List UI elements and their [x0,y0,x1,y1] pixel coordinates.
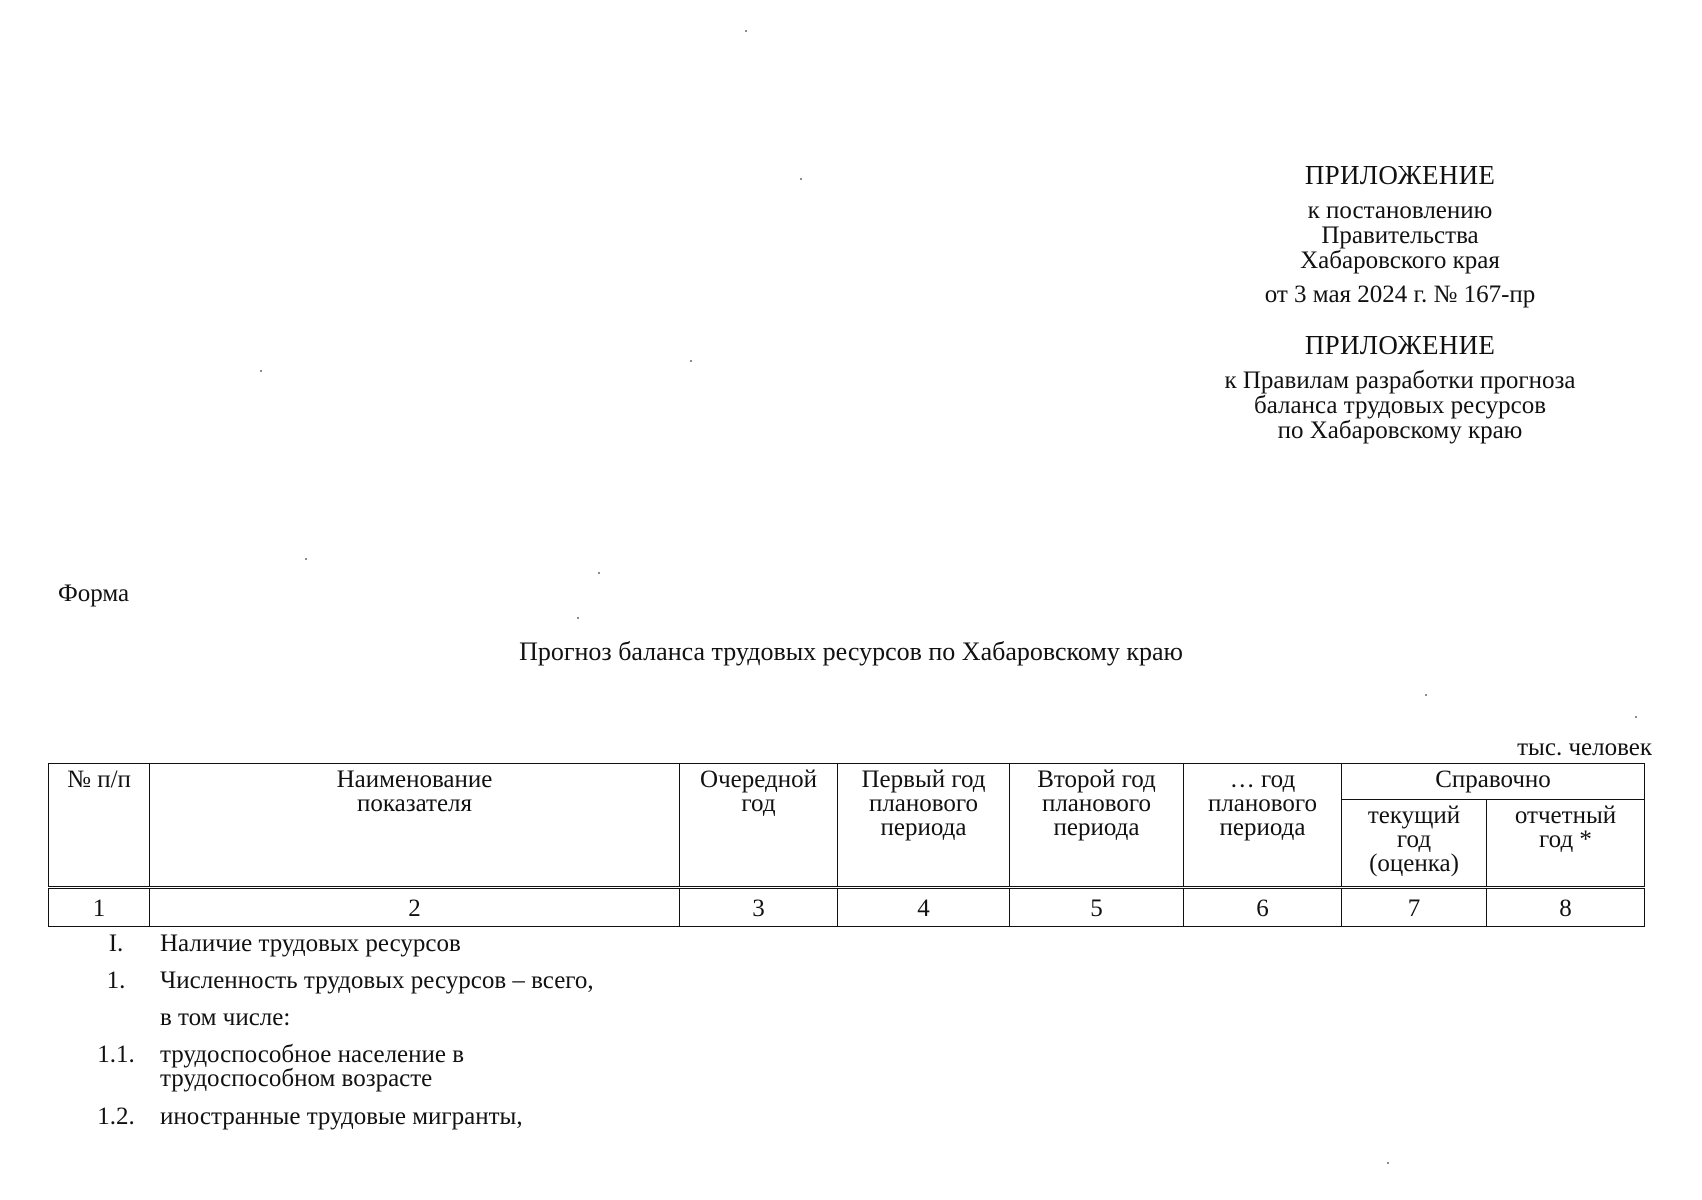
header-reference-text: Справочно [1435,766,1551,793]
document-title: Прогноз баланса трудовых ресурсов по Хабаровскому краю [519,637,1183,666]
appendix-line: Хабаровского края [1300,247,1500,274]
appendix-title: ПРИЛОЖЕНИЕ [1304,160,1496,190]
forecast-table [48,763,1645,927]
indicator-number: I. [108,930,124,957]
header-line: текущий [1367,802,1461,829]
header-line: отчетный [1514,802,1617,829]
column-number: 4 [838,888,1010,927]
indicator-number: 1.1. [97,1041,135,1068]
header-num-text: № п/п [67,766,131,793]
indicator-list [48,932,948,1142]
scan-speck [1387,1162,1389,1164]
scan-speck [690,360,692,362]
appendix-rules-header [1180,330,1620,443]
column-number: 3 [680,888,838,927]
indicator-row [48,932,948,969]
column-number: 7 [1342,888,1487,927]
appendix-line: к постановлению [1307,197,1493,224]
header-line: периода [880,814,967,841]
decree-date-line: от 3 мая 2024 г. № 167-пр [1264,281,1536,308]
header-line: год [741,790,776,817]
indicator-text-line: трудоспособное население в [160,1041,465,1068]
appendix-line: к Правилам разработки прогноза [1224,367,1576,394]
indicator-row [48,1105,948,1142]
scan-speck [800,178,802,180]
scan-speck [598,572,600,574]
header-first-year [838,764,1010,888]
indicator-row [48,969,948,1006]
unit-label: тыс. человек [1517,734,1652,761]
header-line: (оценка) [1369,850,1459,877]
header-second-year [1010,764,1184,888]
indicator-text: Численность трудовых ресурсов – всего, [160,967,594,994]
scan-speck [1425,694,1427,696]
indicator-row [48,1043,948,1105]
column-number: 5 [1010,888,1184,927]
header-line: периода [1053,814,1140,841]
header-name [150,764,680,888]
header-line: Второй год [1037,766,1156,793]
header-nth-year [1184,764,1342,888]
appendix-line: Правительства [1321,222,1479,249]
indicator-row [48,1006,948,1043]
indicator-text: иностранные трудовые мигранты, [160,1103,523,1130]
header-line: планового [1207,790,1318,817]
header-name-line: показателя [356,790,473,817]
header-line: периода [1219,814,1306,841]
form-label: Форма [58,580,130,607]
column-number: 6 [1184,888,1342,927]
column-number: 2 [150,888,680,927]
indicator-text-line: трудоспособном возрасте [160,1065,433,1092]
indicator-number: 1.2. [97,1103,135,1130]
scan-speck [260,370,262,372]
scan-speck [305,558,307,560]
header-next-year [680,764,838,888]
header-line: планового [1041,790,1152,817]
header-line: Очередной [700,766,817,793]
header-num [49,764,150,888]
column-number: 8 [1487,888,1645,927]
indicator-text: в том числе: [160,1004,291,1031]
header-line: год * [1539,826,1592,853]
header-line: Первый год [861,766,986,793]
header-line: год [1396,826,1432,853]
appendix-header [1180,160,1620,307]
column-number: 1 [49,888,150,927]
indicator-text [160,1043,464,1091]
indicator-number: 1. [106,967,126,994]
appendix-title: ПРИЛОЖЕНИЕ [1304,330,1496,360]
header-reference [1342,764,1645,800]
header-report-year [1487,800,1645,888]
indicator-text: Наличие трудовых ресурсов [160,930,461,957]
header-line: … год [1229,766,1296,793]
header-name-line: Наименование [336,766,493,793]
scan-speck [577,617,579,619]
scan-speck [1635,716,1637,718]
header-current-year [1342,800,1487,888]
scan-speck [745,30,747,32]
appendix-line: по Хабаровскому краю [1277,417,1523,444]
header-line: планового [868,790,979,817]
appendix-line: баланса трудовых ресурсов [1253,392,1547,419]
column-number-row [49,888,1645,927]
